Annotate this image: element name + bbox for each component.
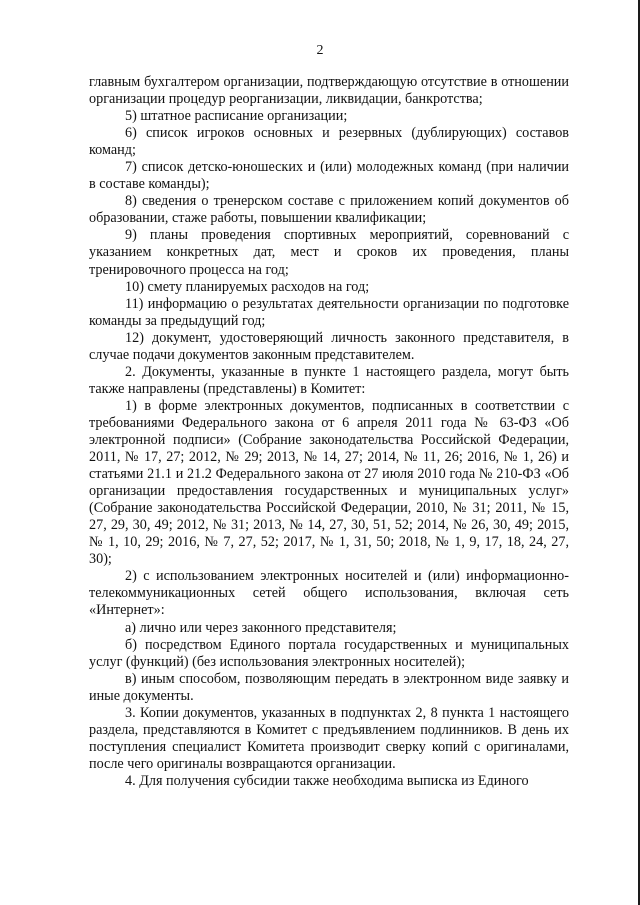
- paragraph-section-3: 3. Копии документов, указанных в подпунктах 2, 8 пункта 1 настоящего раздела, представляются в Комитет с предъявлением подлинников. В день их поступления специалист Комитета производит сверку копий с оригиналами, после чего оригиналы возвращаются организации.: [89, 704, 569, 772]
- document-body: [89, 74, 569, 790]
- paragraph-item-11: 11) информацию о результатах деятельности организации по подготовке команды за предыдущий год;: [89, 295, 569, 329]
- paragraph-section-2: 2. Документы, указанные в пункте 1 настоящего раздела, могут быть также направлены (представлены) в Комитет:: [89, 363, 569, 397]
- paragraph-item-9: 9) планы проведения спортивных мероприятий, соревнований с указанием конкретных дат, мест и сроков их проведения, планы тренировочного процесса на год;: [89, 227, 569, 278]
- paragraph-item-12: 12) документ, удостоверяющий личность законного представителя, в случае подачи документов законным представителем.: [89, 329, 569, 363]
- paragraph-item-10: 10) смету планируемых расходов на год;: [125, 278, 370, 295]
- paragraph-subitem-b: б) посредством Единого портала государственных и муниципальных услуг (функций) (без использования электронных носителей);: [89, 636, 569, 670]
- paragraph-subitem-1-electronic: 1) в форме электронных документов, подписанных в соответствии с требованиями Федерального закона от 6 апреля 2011 года № 63-ФЗ «Об электронной подписи» (Собрание законодательства Российской Федерации, 2011, № 17, 27; 2012, № 29; 2013, № 14, 27; 2014, № 11, 26; 2016, № 1, 26) и статьями 21.1 и 21.2 Федерального закона от 27 июля 2010 года № 210-ФЗ «Об организации предоставления государственных и муниципальных услуг» (Собрание законодательства Российской Федерации, 2010, № 31; 2011, № 15, 27, 29, 30, 49; 2012, № 31; 2013, № 14, 27, 30, 51, 52; 2014, № 26, 30, 49; 2015, № 1, 10, 29; 2016, № 7, 27, 52; 2017, № 1, 31, 50; 2018, № 1, 9, 17, 18, 24, 27, 30);: [89, 397, 569, 568]
- paragraph-subitem-2-media: 2) с использованием электронных носителей и (или) информационно-телекоммуникационных сетей общего использования, включая сеть «Интернет»:: [89, 568, 569, 619]
- paragraph-section-4: 4. Для получения субсидии также необходима выписка из Единого: [125, 772, 529, 789]
- paragraph-subitem-v: в) иным способом, позволяющим передать в электронном виде заявку и иные документы.: [89, 670, 569, 704]
- paragraph-item-7: 7) список детско-юношеских и (или) молодежных команд (при наличии в составе команды);: [89, 159, 569, 193]
- paragraph-item-8: 8) сведения о тренерском составе с приложением копий документов об образовании, стаже работы, повышении квалификации;: [89, 193, 569, 227]
- page-number: 2: [316, 43, 324, 58]
- paragraph-item-6: 6) список игроков основных и резервных (дублирующих) составов команд;: [89, 125, 569, 159]
- paragraph-item-5: 5) штатное расписание организации;: [125, 108, 348, 125]
- paragraph-subitem-a: а) лично или через законного представителя;: [125, 619, 397, 636]
- paragraph-bankruptcy-clause: главным бухгалтером организации, подтверждающую отсутствие в отношении организации процедур реорганизации, ликвидации, банкротства;: [89, 74, 569, 108]
